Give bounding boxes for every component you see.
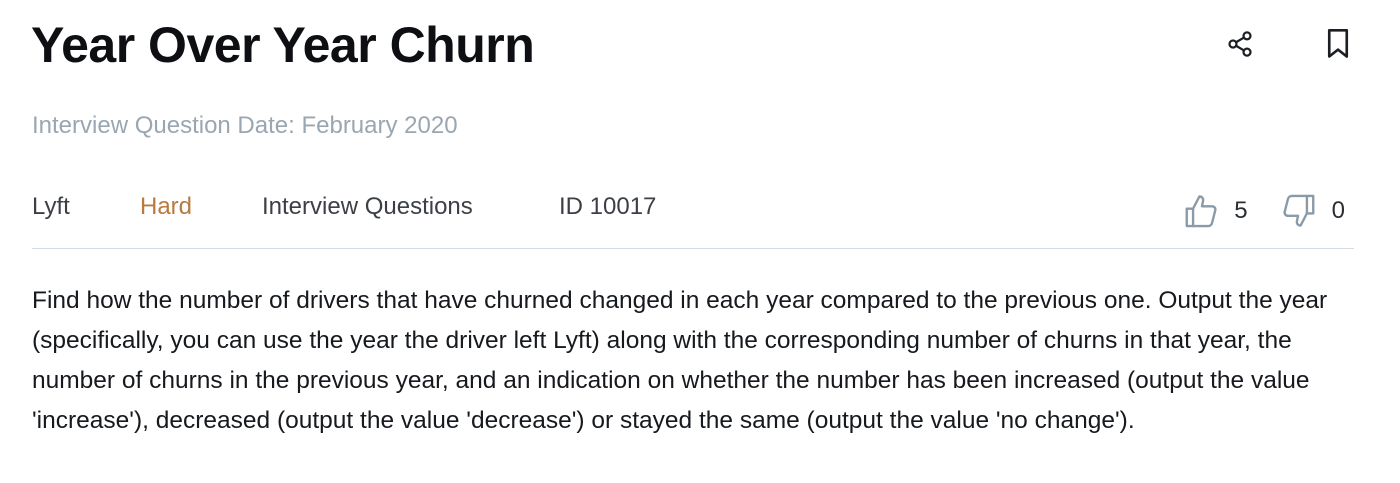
page-title: Year Over Year Churn bbox=[31, 17, 535, 73]
company-tag[interactable]: Lyft bbox=[32, 193, 70, 220]
share-button[interactable] bbox=[1220, 24, 1260, 64]
upvote-count: 5 bbox=[1234, 197, 1248, 224]
downvote-count: 0 bbox=[1331, 197, 1345, 224]
category-tag[interactable]: Interview Questions bbox=[262, 193, 473, 220]
vote-controls bbox=[1182, 192, 1345, 230]
question-id: ID 10017 bbox=[559, 193, 657, 220]
header-actions bbox=[1220, 24, 1358, 64]
downvote-button[interactable] bbox=[1280, 192, 1345, 230]
upvote-button[interactable] bbox=[1182, 192, 1247, 230]
thumbs-down-icon bbox=[1280, 192, 1318, 230]
thumbs-up-icon bbox=[1182, 192, 1220, 230]
question-meta bbox=[32, 193, 656, 221]
question-description: Find how the number of drivers that have churned changed in each year compared to the previous one. Output the year (specifically, you can use the year the driver left Lyft) along with the corresponding number of churns in that year, the number of churns in the previous year, and an indication on whether the number has been increased (output the value 'increase'), decreased (output the value 'decrease') or stayed the same (output the value 'no change'). bbox=[32, 287, 1328, 434]
divider bbox=[32, 248, 1354, 249]
bookmark-icon bbox=[1323, 27, 1353, 61]
bookmark-button[interactable] bbox=[1318, 24, 1358, 64]
difficulty-tag[interactable]: Hard bbox=[140, 193, 193, 220]
share-icon bbox=[1226, 30, 1254, 58]
interview-date: Interview Question Date: February 2020 bbox=[32, 112, 458, 139]
